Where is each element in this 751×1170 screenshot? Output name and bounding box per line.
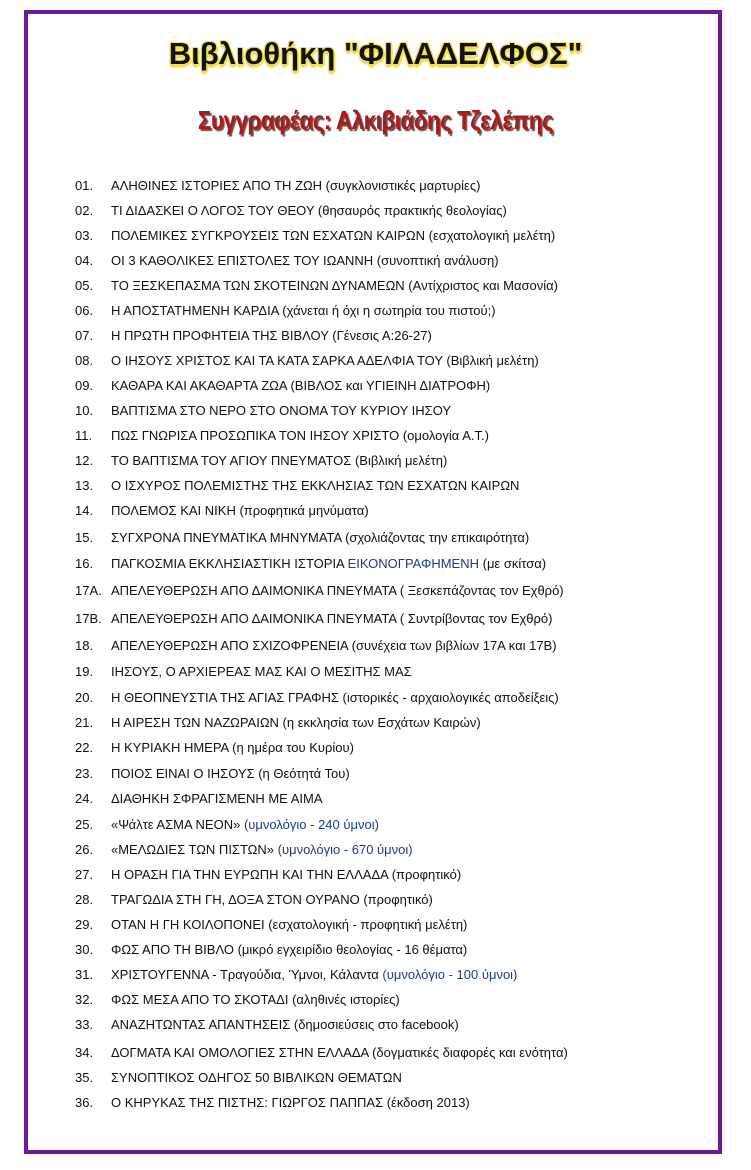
book-number: 09. — [75, 378, 94, 393]
book-title-text: ΤΟ ΒΑΠΤΙΣΜΑ ΤΟΥ ΑΓΙΟΥ ΠΝΕΥΜΑΤΟΣ (Βιβλική μελέτη) — [111, 453, 448, 468]
book-number: 11. — [75, 428, 93, 443]
book-number: 17Β. — [75, 611, 102, 626]
book-title-text: Ο ΙΣΧΥΡΟΣ ΠΟΛΕΜΙΣΤΗΣ ΤΗΣ ΕΚΚΛΗΣΙΑΣ ΤΩΝ ΕΣΧΑΤΩΝ ΚΑΙΡΩΝ — [111, 478, 520, 493]
book-number: 13. — [75, 478, 94, 493]
book-number: 12. — [75, 453, 94, 468]
book-title-text: ΟΤΑΝ Η ΓΗ ΚΟΙΛΟΠΟΝΕΙ (εσχατολογική - προφητική μελέτη) — [111, 917, 468, 932]
book-title — [111, 1017, 459, 1032]
book-title-text: «Ψάλτε ΑΣΜΑ ΝΕΟΝ» — [111, 817, 244, 832]
book-title-text: ΑΠΕΛΕΥΘΕΡΩΣΗ ΑΠΟ ΔΑΙΜΟΝΙΚΑ ΠΝΕΥΜΑΤΑ ( Συντρίβοντας τον Εχθρό) — [111, 611, 553, 626]
book-title — [111, 1045, 568, 1060]
page-title: Βιβλιοθήκη "ΦΙΛΑΔΕΛΦΟΣ" — [168, 36, 583, 71]
book-number: 06. — [75, 303, 94, 318]
author-line: Συγγραφέας: Αλκιβιάδης Τζελέπης — [197, 105, 554, 135]
book-highlight: (υμνολόγιο - 670 ύμνοι) — [277, 842, 413, 857]
book-title — [111, 378, 490, 393]
book-title — [111, 892, 433, 907]
book-number: 33. — [75, 1017, 94, 1032]
book-number: 34. — [75, 1045, 94, 1060]
book-number: 10. — [75, 403, 94, 418]
book-title-text: ΦΩΣ ΑΠΟ ΤΗ ΒΙΒΛΟ (μικρό εγχειρίδιο θεολογίας - 16 θέματα) — [111, 942, 468, 957]
book-highlight: (υμνολόγιο - 100 ύμνοι) — [382, 967, 518, 982]
book-title — [111, 228, 555, 243]
book-title — [111, 556, 546, 571]
book-title-text: «ΜΕΛΩΔΙΕΣ ΤΩΝ ΠΙΣΤΩΝ» — [111, 842, 278, 857]
book-number: 27. — [75, 867, 94, 882]
book-number: 02. — [75, 203, 94, 218]
book-title — [111, 328, 432, 343]
book-title — [111, 583, 564, 598]
book-title — [111, 842, 413, 857]
book-title — [111, 715, 481, 730]
book-title — [111, 992, 400, 1007]
book-number: 26. — [75, 842, 94, 857]
book-title — [111, 503, 369, 518]
book-title — [111, 917, 467, 932]
book-title-text: ΠΟΙΟΣ ΕΙΝΑΙ Ο ΙΗΣΟΥΣ (η Θεότητά Του) — [111, 766, 350, 781]
book-title — [111, 817, 379, 832]
book-title-text: ΤΡΑΓΩΔΙΑ ΣΤΗ ΓΗ, ΔΟΞΑ ΣΤΟΝ ΟΥΡΑΝΟ (προφητικό) — [111, 892, 433, 907]
book-title-text: Η ΘΕΟΠΝΕΥΣΤΙΑ ΤΗΣ ΑΓΙΑΣ ΓΡΑΦΗΣ (ιστορικές - αρχαιολογικές αποδείξεις) — [111, 690, 559, 705]
book-number: 36. — [75, 1095, 94, 1110]
book-title — [111, 403, 451, 418]
book-title — [111, 453, 447, 468]
book-number: 35. — [75, 1070, 94, 1085]
book-number: 07. — [75, 328, 94, 343]
book-title — [111, 428, 489, 443]
book-title — [111, 253, 499, 268]
book-number: 32. — [75, 992, 94, 1007]
book-title-text: Ο ΚΗΡΥΚΑΣ ΤΗΣ ΠΙΣΤΗΣ: ΓΙΩΡΓΟΣ ΠΑΠΠΑΣ (έκδοση 2013) — [111, 1095, 470, 1110]
book-number: 28. — [75, 892, 94, 907]
book-title-text: ΑΠΕΛΕΥΘΕΡΩΣΗ ΑΠΟ ΔΑΙΜΟΝΙΚΑ ΠΝΕΥΜΑΤΑ ( Ξεσκεπάζοντας τον Εχθρό) — [111, 583, 564, 598]
book-title-text: Η ΑΙΡΕΣΗ ΤΩΝ ΝΑΖΩΡΑΙΩΝ (η εκκλησία των Εσχάτων Καιρών) — [111, 715, 481, 730]
book-title-text: ΟΙ 3 ΚΑΘΟΛΙΚΕΣ ΕΠΙΣΤΟΛΕΣ ΤΟΥ ΙΩΑΝΝΗ (συνοπτική ανάλυση) — [111, 253, 499, 268]
book-number: 29. — [75, 917, 94, 932]
book-number: 17Α. — [75, 583, 102, 598]
book-title-text: ΣΥΓΧΡΟΝΑ ΠΝΕΥΜΑΤΙΚΑ ΜΗΝΥΜΑΤΑ (σχολιάζοντας την επικαιρότητα) — [111, 530, 530, 545]
book-number: 18. — [75, 638, 94, 653]
book-title — [111, 740, 354, 755]
book-title — [111, 967, 517, 982]
book-number: 05. — [75, 278, 94, 293]
book-title — [111, 867, 461, 882]
book-title — [111, 766, 350, 781]
book-title-text: ΣΥΝΟΠΤΙΚΟΣ ΟΔΗΓΟΣ 50 ΒΙΒΛΙΚΩΝ ΘΕΜΑΤΩΝ — [111, 1070, 402, 1085]
book-title — [111, 1095, 470, 1110]
book-number: 19. — [75, 664, 94, 679]
book-title-text: ΠΩΣ ΓΝΩΡΙΣΑ ΠΡΟΣΩΠΙΚΑ ΤΟΝ ΙΗΣΟΥ ΧΡΙΣΤΟ (ομολογία Α.Τ.) — [111, 428, 489, 443]
book-title-text: Η ΑΠΟΣΤΑΤΗΜΕΝΗ ΚΑΡΔΙΑ (χάνεται ή όχι η σωτηρία του πιστού;) — [111, 303, 496, 318]
book-number: 21. — [75, 715, 94, 730]
book-title-text: Η ΚΥΡΙΑΚΗ ΗΜΕΡΑ (η ημέρα του Κυρίου) — [111, 740, 354, 755]
book-number: 08. — [75, 353, 94, 368]
book-title-text: ΒΑΠΤΙΣΜΑ ΣΤΟ ΝΕΡΟ ΣΤΟ ΟΝΟΜΑ ΤΟΥ ΚΥΡΙΟΥ ΙΗΣΟΥ — [111, 403, 452, 418]
book-title-text: Η ΟΡΑΣΗ ΓΙΑ ΤΗΝ ΕΥΡΩΠΗ ΚΑΙ ΤΗΝ ΕΛΛΑΔΑ (προφητικό) — [111, 867, 462, 882]
book-number: 20. — [75, 690, 94, 705]
book-title-text: ΚΑΘΑΡΑ ΚΑΙ ΑΚΑΘΑΡΤΑ ΖΩΑ (ΒΙΒΛΟΣ και ΥΓΙΕΙΝΗ ΔΙΑΤΡΟΦΗ) — [111, 378, 491, 393]
book-title — [111, 791, 323, 806]
book-title — [111, 1070, 402, 1085]
book-title-text: ΠΟΛΕΜΙΚΕΣ ΣΥΓΚΡΟΥΣΕΙΣ ΤΩΝ ΕΣΧΑΤΩΝ ΚΑΙΡΩΝ (εσχατολογική μελέτη) — [111, 228, 556, 243]
book-title — [111, 611, 552, 626]
book-title — [111, 278, 558, 293]
book-number: 16. — [75, 556, 94, 571]
book-title-text: ΑΛΗΘΙΝΕΣ ΙΣΤΟΡΙΕΣ ΑΠΟ ΤΗ ΖΩΗ (συγκλονιστικές μαρτυρίες) — [111, 178, 481, 193]
book-note: (με σκίτσα) — [479, 556, 547, 571]
book-highlight: (υμνολόγιο - 240 ύμνοι) — [243, 817, 379, 832]
book-number: 22. — [75, 740, 94, 755]
book-title — [111, 303, 496, 318]
book-title — [111, 530, 529, 545]
book-title — [111, 942, 467, 957]
book-title-text: ΙΗΣΟΥΣ, Ο ΑΡΧΙΕΡΕΑΣ ΜΑΣ ΚΑΙ Ο ΜΕΣΙΤΗΣ ΜΑΣ — [111, 664, 412, 679]
book-number: 24. — [75, 791, 94, 806]
book-title — [111, 478, 519, 493]
book-title-text: ΤΟ ΞΕΣΚΕΠΑΣΜΑ ΤΩΝ ΣΚΟΤΕΙΝΩΝ ΔΥΝΑΜΕΩΝ (Αντίχριστος και Μασονία) — [111, 278, 558, 293]
book-title-text: ΑΝΑΖΗΤΩΝΤΑΣ ΑΠΑΝΤΗΣΕΙΣ (δημοσιεύσεις στο facebook) — [111, 1017, 459, 1032]
book-number: 14. — [75, 503, 94, 518]
book-number: 23. — [75, 766, 94, 781]
book-title — [111, 638, 557, 653]
book-number: 25. — [75, 817, 94, 832]
book-number: 30. — [75, 942, 94, 957]
book-title — [111, 178, 480, 193]
book-title-text: ΠΟΛΕΜΟΣ ΚΑΙ ΝΙΚΗ (προφητικά μηνύματα) — [111, 503, 369, 518]
book-title-text: ΦΩΣ ΜΕΣΑ ΑΠΟ ΤΟ ΣΚΟΤΑΔΙ (αληθινές ιστορίες) — [111, 992, 400, 1007]
book-title-text: ΑΠΕΛΕΥΘΕΡΩΣΗ ΑΠΟ ΣΧΙΖΟΦΡΕΝΕΙΑ (συνέχεια των βιβλίων 17Α και 17Β) — [111, 638, 557, 653]
book-number: 03. — [75, 228, 94, 243]
book-title-text: ΤΙ ΔΙΔΑΣΚΕΙ Ο ΛΟΓΟΣ ΤΟΥ ΘΕΟΥ (θησαυρός πρακτικής θεολογίας) — [111, 203, 507, 218]
book-number: 04. — [75, 253, 94, 268]
book-number: 01. — [75, 178, 94, 193]
book-title-text: ΧΡΙΣΤΟΥΓΕΝΝΑ - Τραγούδια, Ύμνοι, Κάλαντα — [111, 967, 383, 982]
book-title-text: Η ΠΡΩΤΗ ΠΡΟΦΗΤΕΙΑ ΤΗΣ ΒΙΒΛΟΥ (Γένεσις Α:26-27) — [111, 328, 432, 343]
book-title-text: ΠΑΓΚΟΣΜΙΑ ΕΚΚΛΗΣΙΑΣΤΙΚΗ ΙΣΤΟΡΙΑ — [111, 556, 348, 571]
book-title — [111, 664, 412, 679]
book-title-text: Ο ΙΗΣΟΥΣ ΧΡΙΣΤΟΣ ΚΑΙ ΤΑ ΚΑΤΑ ΣΑΡΚΑ ΑΔΕΛΦΙΑ ΤΟΥ (Βιβλική μελέτη) — [111, 353, 539, 368]
book-title — [111, 203, 507, 218]
book-title-text: ΔΙΑΘΗΚΗ ΣΦΡΑΓΙΣΜΕΝΗ ΜΕ ΑΙΜΑ — [111, 791, 323, 806]
book-number: 15. — [75, 530, 94, 545]
book-title-text: ΔΟΓΜΑΤΑ ΚΑΙ ΟΜΟΛΟΓΙΕΣ ΣΤΗΝ ΕΛΛΑΔΑ (δογματικές διαφορές και ενότητα) — [111, 1045, 568, 1060]
book-title — [111, 353, 539, 368]
book-title — [111, 690, 559, 705]
book-highlight: ΕΙΚΟΝΟΓΡΑΦΗΜΕΝΗ — [347, 556, 479, 571]
book-number: 31. — [75, 967, 94, 982]
